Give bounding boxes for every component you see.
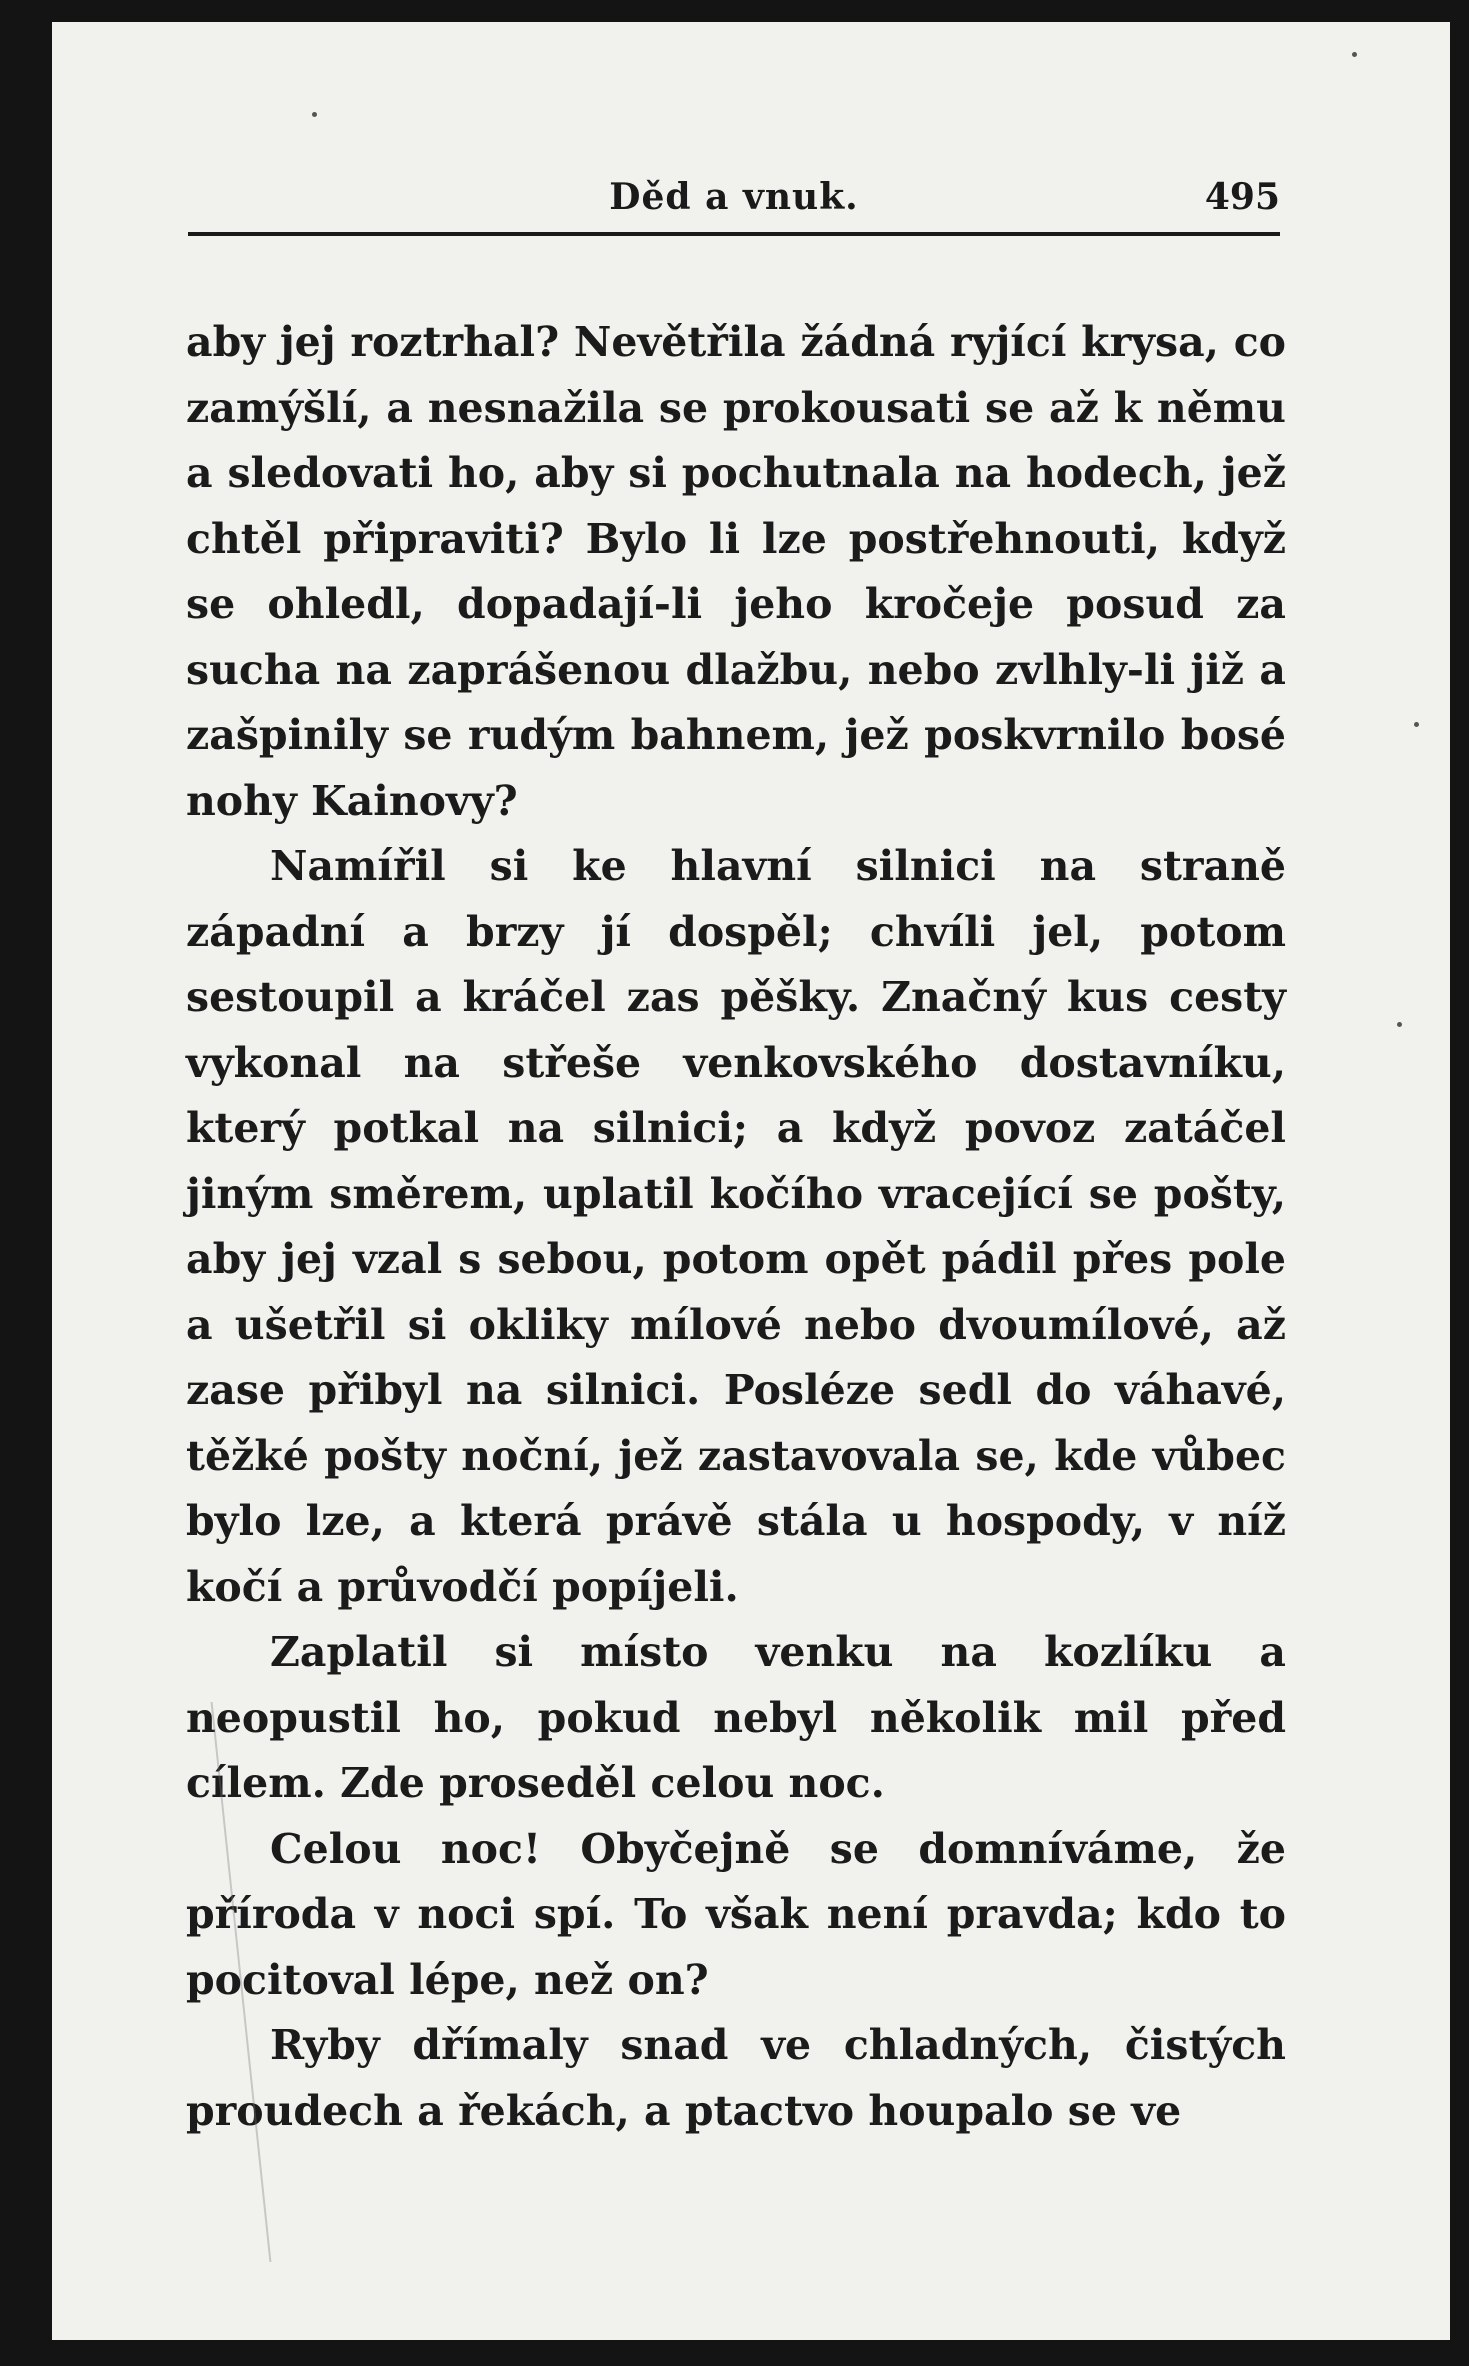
dust-speck — [1352, 52, 1357, 57]
page-number: 495 — [1204, 176, 1280, 218]
dust-speck — [1414, 722, 1419, 727]
paragraph: Celou noc! Obyčejně se domníváme, že příroda v noci spí. To však není pravda; kdo to pocitoval lépe, než on? — [186, 1824, 1286, 2004]
dust-speck — [312, 112, 317, 117]
body-text — [186, 310, 1286, 2144]
page-sheet — [52, 22, 1450, 2340]
paragraph-continued: aby jej roztrhal? Nevětřila žádná ryjící krysa, co zamýšlí, a nesnažila se prokousati se až k němu a sledovati ho, aby si pochutnala na hodech, jež chtěl připraviti? Bylo li lze postřehnouti, když se ohledl, dopadají-li jeho kročeje posud za sucha na zaprášenou dlažbu, nebo zvlhly-li již a zašpinily se rudým bahnem, jež poskvrnilo bosé nohy Kainovy? — [186, 318, 1286, 825]
page-header — [188, 172, 1280, 236]
paragraph: Zaplatil si místo venku na kozlíku a neopustil ho, pokud nebyl několik mil před cílem. Zde proseděl celou noc. — [186, 1628, 1286, 1807]
paragraph: Namířil si ke hlavní silnici na straně západní a brzy jí dospěl; chvíli jel, potom sestoupil a kráčel zas pěšky. Značný kus cesty vykonal na střeše venkovského dostavníku, který potkal na silnici; a když povoz zatáčel jiným směrem, uplatil kočího vracející se pošty, aby jej vzal s sebou, potom opět pádil přes pole a ušetřil si okliky mílové nebo dvoumílové, až zase přibyl na silnici. Posléze sedl do váhavé, těžké pošty noční, jež zastavovala se, kde vůbec bylo lze, a která právě stála u hospody, v níž kočí a průvodčí popíjeli. — [186, 842, 1286, 1611]
running-title: Děd a vnuk. — [609, 176, 859, 218]
paragraph: Ryby dřímaly snad ve chladných, čistých proudech a řekách, a ptactvo houpalo se ve — [186, 2021, 1286, 2135]
dust-speck — [1397, 1022, 1402, 1027]
